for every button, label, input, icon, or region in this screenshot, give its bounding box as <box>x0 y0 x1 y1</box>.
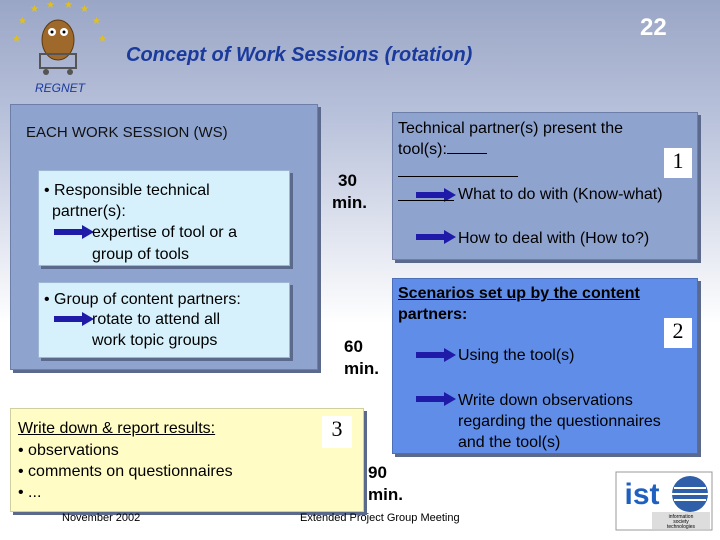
arrow-icon <box>416 230 456 244</box>
scen-item2-line1: Write down observations <box>458 392 633 409</box>
tech-item2: How to deal with (How to?) <box>458 230 650 247</box>
svg-text:★: ★ <box>80 4 89 15</box>
write-bullet-1: • observations <box>18 442 119 459</box>
regnet-logo <box>10 2 110 98</box>
svg-text:★: ★ <box>92 16 101 27</box>
svg-text:★: ★ <box>64 2 73 11</box>
scen-item2-line3: and the tool(s) <box>458 434 561 451</box>
tech-line1: Technical partner(s) present the <box>398 120 623 137</box>
tech-underline-rule <box>398 176 518 177</box>
duration-30-unit: min. <box>332 193 367 212</box>
duration-30: 30 <box>338 171 357 190</box>
ist-logo <box>614 470 714 532</box>
content-arrow-text1: rotate to attend all <box>92 311 221 328</box>
scen-line1: Scenarios set up by the content <box>398 285 640 302</box>
svg-text:technologies: technologies <box>666 524 696 530</box>
svg-text:society: society <box>673 519 689 525</box>
step-number-3: 3 <box>322 416 352 448</box>
duration-60-unit: min. <box>344 359 379 378</box>
page-number: 22 <box>640 14 667 41</box>
scen-item2-line2: regarding the questionnaires <box>458 413 661 430</box>
duration-90-unit: min. <box>368 485 403 504</box>
responsible-arrow-text1: expertise of tool or a <box>92 224 237 241</box>
arrow-icon <box>54 312 94 326</box>
svg-text:★: ★ <box>30 4 39 15</box>
write-heading: Write down & report results: <box>18 420 216 437</box>
svg-text:★: ★ <box>46 2 55 11</box>
footer-meeting: Extended Project Group Meeting <box>300 512 460 524</box>
write-bullet-2: • comments on questionnaires <box>18 463 233 480</box>
step-number-1: 1 <box>664 148 692 178</box>
svg-text:★: ★ <box>18 16 27 27</box>
tech-line2: tool(s): <box>398 139 487 160</box>
arrow-icon <box>416 348 456 362</box>
ist-text: ist <box>624 478 660 511</box>
footer-date: November 2002 <box>62 512 141 524</box>
svg-text:★: ★ <box>98 34 107 45</box>
logo-text: REGNET <box>34 81 86 95</box>
content-arrow-text2: work topic groups <box>92 332 218 349</box>
tech-item1: What to do with (Know-what) <box>458 186 663 203</box>
duration-90: 90 <box>368 463 387 482</box>
responsible-bullet: • Responsible technical <box>44 182 210 199</box>
scen-line2: partners: <box>398 306 468 323</box>
svg-text:★: ★ <box>12 34 21 45</box>
tech-underline-rule-2 <box>398 200 454 201</box>
work-session-title: EACH WORK SESSION (WS) <box>26 124 228 141</box>
content-bullet: • Group of content partners: <box>44 291 241 308</box>
responsible-line2: partner(s): <box>52 203 126 220</box>
arrow-icon <box>416 392 456 406</box>
responsible-arrow-text2: group of tools <box>92 246 189 263</box>
svg-text:information: information <box>668 514 694 520</box>
step-number-2: 2 <box>664 318 692 348</box>
write-bullet-3: • ... <box>18 484 42 501</box>
slide-title: Concept of Work Sessions (rotation) <box>126 44 473 66</box>
arrow-icon <box>54 225 94 239</box>
duration-60: 60 <box>344 337 363 356</box>
scen-item1: Using the tool(s) <box>458 347 575 364</box>
